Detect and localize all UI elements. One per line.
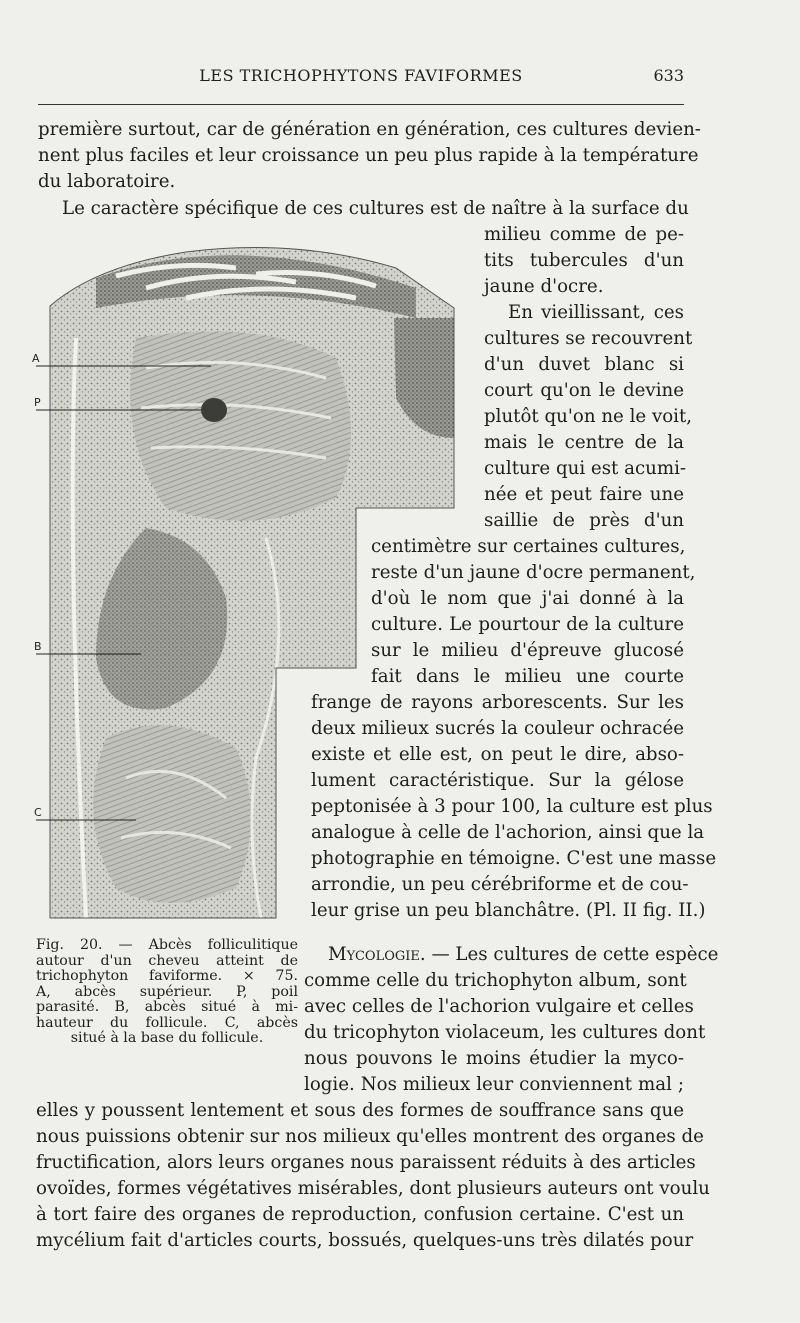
label-b: B [34, 640, 42, 653]
caption-line: autour d'un cheveu atteint de [36, 952, 298, 969]
text-line: née et peut faire une [484, 484, 684, 505]
text-line: Le caractère spécifique de ces cultures est de naître à la surface du [62, 198, 689, 219]
abscess-c [93, 725, 251, 903]
text-line: nent plus faciles et leur croissance un peu plus rapide à la température [38, 145, 699, 166]
text-line: du laboratoire. [38, 171, 176, 192]
text-line: existe et elle est, on peut le dire, abso- [311, 744, 684, 765]
label-p: P [34, 396, 41, 409]
text-line: culture. Le pourtour de la culture [371, 614, 684, 635]
text-line: mycélium fait d'articles courts, bossués, quelques-uns très dilatés pour [36, 1230, 694, 1251]
text-line: sur le milieu d'épreuve glucosé [371, 640, 684, 661]
text-line: fructification, alors leurs organes nous paraissent réduits à des articles [36, 1152, 696, 1173]
text-line: elles y poussent lentement et sous des formes de souffrance sans que [36, 1100, 684, 1121]
text-line: analogue à celle de l'achorion, ainsi que la [311, 822, 705, 843]
page-number: 633 [653, 66, 684, 85]
text-line: nous puissions obtenir sur nos milieux qu'elles montrent des organes de [36, 1126, 704, 1147]
text-line: première surtout, car de génération en génération, ces cultures devien- [38, 119, 701, 140]
caption-line: A, abcès supérieur. P, poil [36, 983, 298, 1000]
text-line: à tort faire des organes de reproduction, confusion certaine. C'est un [36, 1204, 684, 1225]
text-line: photographie en témoigne. C'est une masse [311, 848, 717, 869]
parasitized-hair [201, 398, 227, 422]
caption-line: Fig. 20. — Abcès folliculitique [36, 937, 298, 953]
text-line: centimètre sur certaines cultures, [371, 536, 686, 557]
text-line: deux milieux sucrés la couleur ochracée [311, 718, 684, 739]
text-line: reste d'un jaune d'ocre permanent, [371, 562, 696, 583]
label-c: C [34, 806, 42, 819]
text-line: fait dans le milieu une courte [371, 666, 684, 687]
text-line: nous pouvons le moins étudier la myco- [304, 1048, 684, 1069]
histology-figure [32, 238, 460, 928]
text-line [328, 942, 719, 967]
text-line: milieu comme de pe- [484, 224, 684, 245]
text-line: avec celles de l'achorion vulgaire et celles [304, 996, 694, 1017]
caption-line: hauteur du follicule. C, abcès [36, 1014, 298, 1031]
text-line: lument caractéristique. Sur la gélose [311, 770, 684, 791]
text-line: tits tubercules d'un [484, 250, 684, 271]
caption-line: trichophyton faviforme. × 75. [36, 968, 298, 984]
text-line: plutôt qu'on ne le voit, [484, 406, 693, 427]
running-title: LES TRICHOPHYTONS FAVIFORMES [199, 66, 523, 85]
label-a: A [32, 352, 40, 365]
header-rule [38, 104, 684, 105]
text-fragment: — Les cultures de cette espèce [425, 944, 719, 965]
text-line: ovoïdes, formes végétatives misérables, dont plusieurs auteurs ont voulu [36, 1178, 710, 1199]
figure-caption [36, 938, 298, 1047]
text-line: comme celle du trichophyton album, sont [304, 970, 687, 991]
text-line: frange de rayons arborescents. Sur les [311, 692, 684, 713]
text-line: d'un duvet blanc si [484, 354, 684, 375]
text-line: culture qui est acumi- [484, 458, 687, 479]
caption-line: situé à la base du follicule. [70, 1030, 264, 1046]
text-line: saillie de près d'un [484, 510, 684, 531]
text-line: jaune d'ocre. [484, 276, 604, 297]
text-line: d'où le nom que j'ai donné à la [371, 588, 684, 609]
text-line: En vieillissant, ces [508, 302, 684, 323]
text-line: leur grise un peu blanchâtre. (Pl. II fig. II.) [311, 900, 706, 921]
micrograph [36, 238, 460, 928]
text-line: du tricophyton violaceum, les cultures dont [304, 1022, 706, 1043]
text-line: court qu'on le devine [484, 380, 684, 401]
text-line: peptonisée à 3 pour 100, la culture est plus [311, 796, 713, 817]
text-line: logie. Nos milieux leur conviennent mal ; [304, 1074, 684, 1095]
text-line: cultures se recouvrent [484, 328, 693, 349]
abscess-a [130, 331, 351, 521]
text-line: mais le centre de la [484, 432, 684, 453]
running-header [38, 64, 684, 90]
text-line: arrondie, un peu cérébriforme et de cou- [311, 874, 689, 895]
section-heading: Mycologie. [328, 944, 426, 965]
caption-line: parasité. B, abcès situé à mi- [36, 999, 298, 1015]
